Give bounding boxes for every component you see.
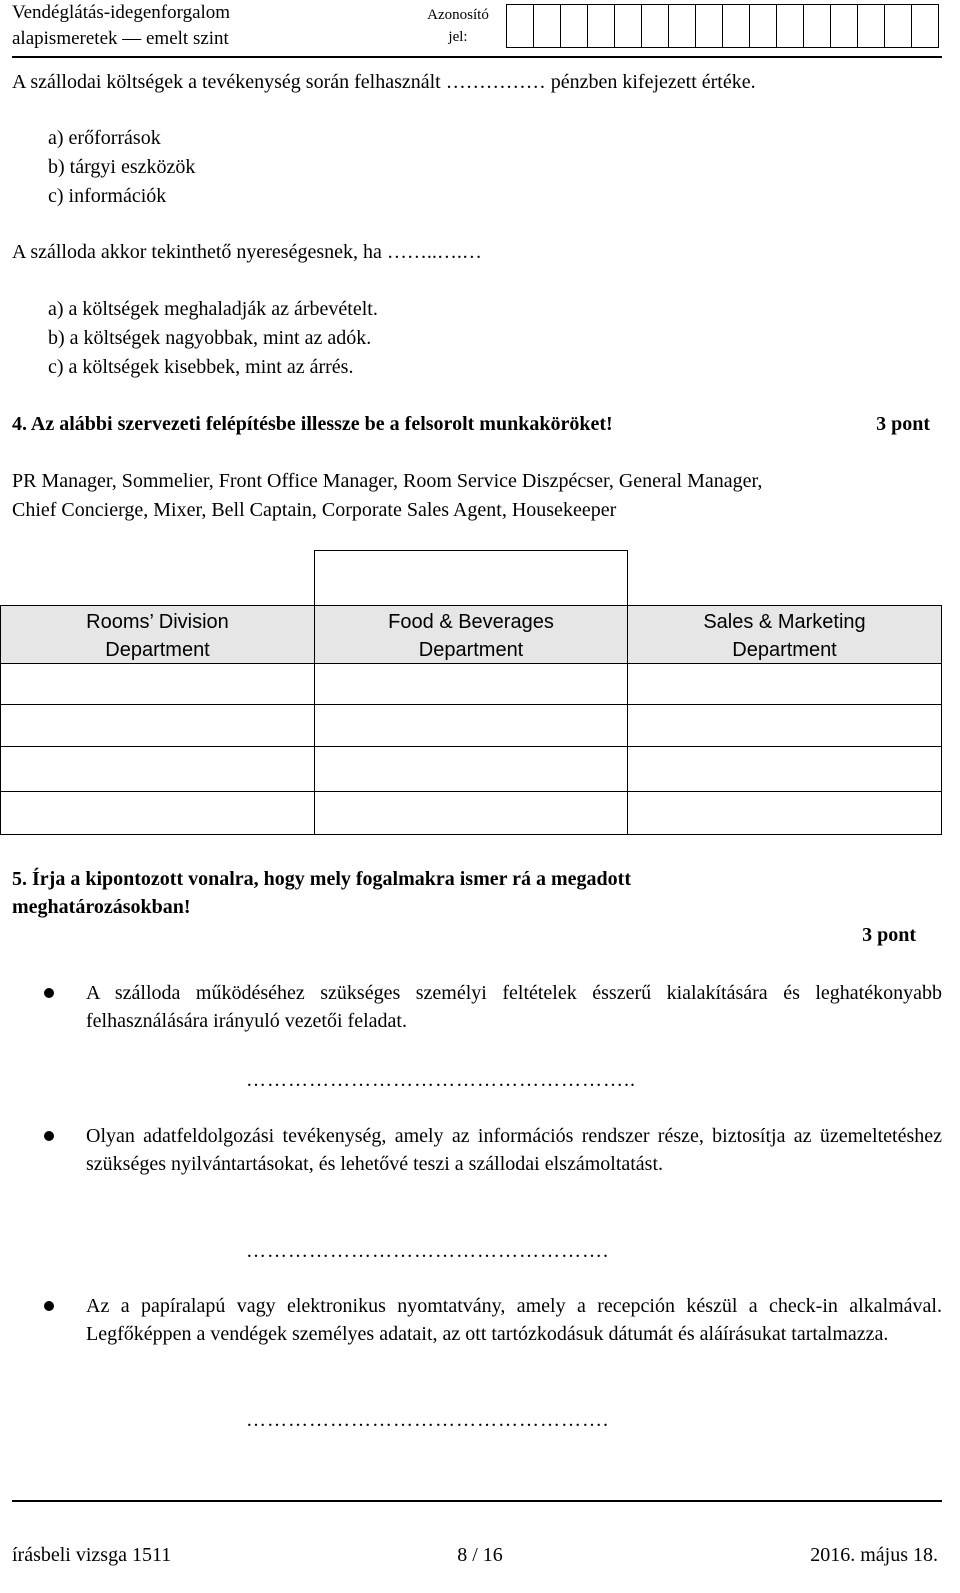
id-box[interactable]: [830, 4, 858, 48]
q4-title: 4. Az alábbi szervezeti felépítésbe illessze be a felsorolt munkaköröket!: [12, 413, 613, 435]
profit-option-c[interactable]: c) a költségek kisebbek, mint az árrés.: [48, 356, 354, 378]
answer-cell[interactable]: [0, 704, 315, 747]
id-box[interactable]: [803, 4, 831, 48]
q5-item1-text: A szálloda működéséhez szükséges személyi feltételek ésszerű kialakítására és leghatékonyabb felhasználására irányuló vezetői feladat.: [86, 982, 942, 1032]
header-title: [12, 0, 230, 52]
dept-sm-line2: Department: [732, 639, 837, 661]
costs-question-stem: A szállodai költségek a tevékenység során felhasznált …………… pénzben kifejezett értéke.: [12, 71, 756, 93]
q4-jobs-line2: Chief Concierge, Mixer, Bell Captain, Corporate Sales Agent, Housekeeper: [12, 499, 617, 521]
q5-item3-text: Az a papíralapú vagy elektronikus nyomtatvány, amely a recepción készül a check-in alkalmával. Legfőképpen a vendégek személyes adatait, az ott tartózkodásuk dátumát és aláírásukat tartalmazza.: [86, 1295, 942, 1345]
dept-sales-marketing: [627, 605, 942, 664]
general-manager-box[interactable]: [314, 550, 628, 606]
profit-question-stem: A szálloda akkor tekinthető nyereségesnek, ha ……..….…: [12, 241, 482, 263]
id-box[interactable]: [614, 4, 642, 48]
answer-cell[interactable]: [0, 791, 315, 835]
q5-item1-answer-line[interactable]: ………………………………………………..: [246, 1069, 636, 1091]
id-box[interactable]: [533, 4, 561, 48]
dept-fb-line1: Food & Beverages: [388, 611, 554, 633]
id-box[interactable]: [560, 4, 588, 48]
id-box[interactable]: [776, 4, 804, 48]
dept-rooms-division: [0, 605, 315, 664]
bullet-icon: [44, 1131, 54, 1141]
answer-cell[interactable]: [0, 746, 315, 792]
profit-option-b[interactable]: b) a költségek nagyobbak, mint az adók.: [48, 327, 372, 349]
header-title-line1: Vendéglátás-idegenforgalom: [12, 2, 231, 23]
answer-cell[interactable]: [314, 791, 628, 835]
id-box[interactable]: [506, 4, 534, 48]
answer-cell[interactable]: [0, 663, 315, 705]
answer-cell[interactable]: [627, 746, 942, 792]
answer-cell[interactable]: [314, 704, 628, 747]
id-box[interactable]: [668, 4, 696, 48]
dept-rooms-line2: Department: [105, 639, 210, 661]
answer-cell[interactable]: [627, 704, 942, 747]
q5-item2-text: Olyan adatfeldolgozási tevékenység, amely az információs rendszer része, biztosítja az üzemeltetéshez szükséges nyilvántartásokat, és lehetővé teszi a szállodai elszámoltatást.: [86, 1125, 942, 1175]
header-title-line2: alapismeretek — emelt szint: [12, 28, 229, 49]
id-box[interactable]: [911, 4, 939, 48]
q5-item2-answer-line[interactable]: …………………………………………….: [246, 1240, 609, 1262]
profit-option-a[interactable]: a) a költségek meghaladják az árbevételt.: [48, 298, 378, 320]
answer-cell[interactable]: [627, 791, 942, 835]
id-box[interactable]: [884, 4, 912, 48]
id-box[interactable]: [641, 4, 669, 48]
dept-food-beverages: [314, 605, 628, 664]
id-box[interactable]: [749, 4, 777, 48]
q4-jobs-line1: PR Manager, Sommelier, Front Office Manager, Room Service Diszpécser, General Manager,: [12, 470, 763, 492]
footer-exam-id: írásbeli vizsga 1511: [12, 1544, 172, 1566]
dept-sm-line1: Sales & Marketing: [703, 611, 866, 633]
q5-item3-answer-line[interactable]: …………………………………………….: [246, 1409, 609, 1431]
id-box[interactable]: [695, 4, 723, 48]
answer-cell[interactable]: [314, 746, 628, 792]
id-label: [410, 4, 506, 48]
bullet-icon: [44, 1301, 54, 1311]
footer-page-number: 8 / 16: [457, 1544, 503, 1566]
costs-option-a[interactable]: a) erőforrások: [48, 127, 161, 149]
answer-cell[interactable]: [314, 663, 628, 705]
id-box[interactable]: [587, 4, 615, 48]
q5-title-line1: 5. Írja a kipontozott vonalra, hogy mely fogalmakra ismer rá a megadott: [12, 868, 632, 890]
costs-option-c[interactable]: c) információk: [48, 185, 167, 207]
answer-cell[interactable]: [627, 663, 942, 705]
footer-date: 2016. május 18.: [810, 1544, 938, 1566]
id-label-line2: jel:: [448, 29, 468, 45]
id-label-line1: Azonosító: [427, 7, 489, 23]
id-box[interactable]: [722, 4, 750, 48]
header-divider: [12, 56, 942, 58]
footer-divider: [12, 1500, 942, 1502]
costs-option-b[interactable]: b) tárgyi eszközök: [48, 156, 196, 178]
dept-fb-line2: Department: [418, 639, 524, 661]
q5-title-line2: meghatározásokban!: [12, 896, 191, 918]
dept-rooms-line1: Rooms’ Division: [86, 611, 229, 633]
bullet-icon: [44, 988, 54, 998]
q4-points: 3 pont: [876, 413, 930, 435]
q5-points: 3 pont: [862, 924, 916, 946]
id-box[interactable]: [857, 4, 885, 48]
